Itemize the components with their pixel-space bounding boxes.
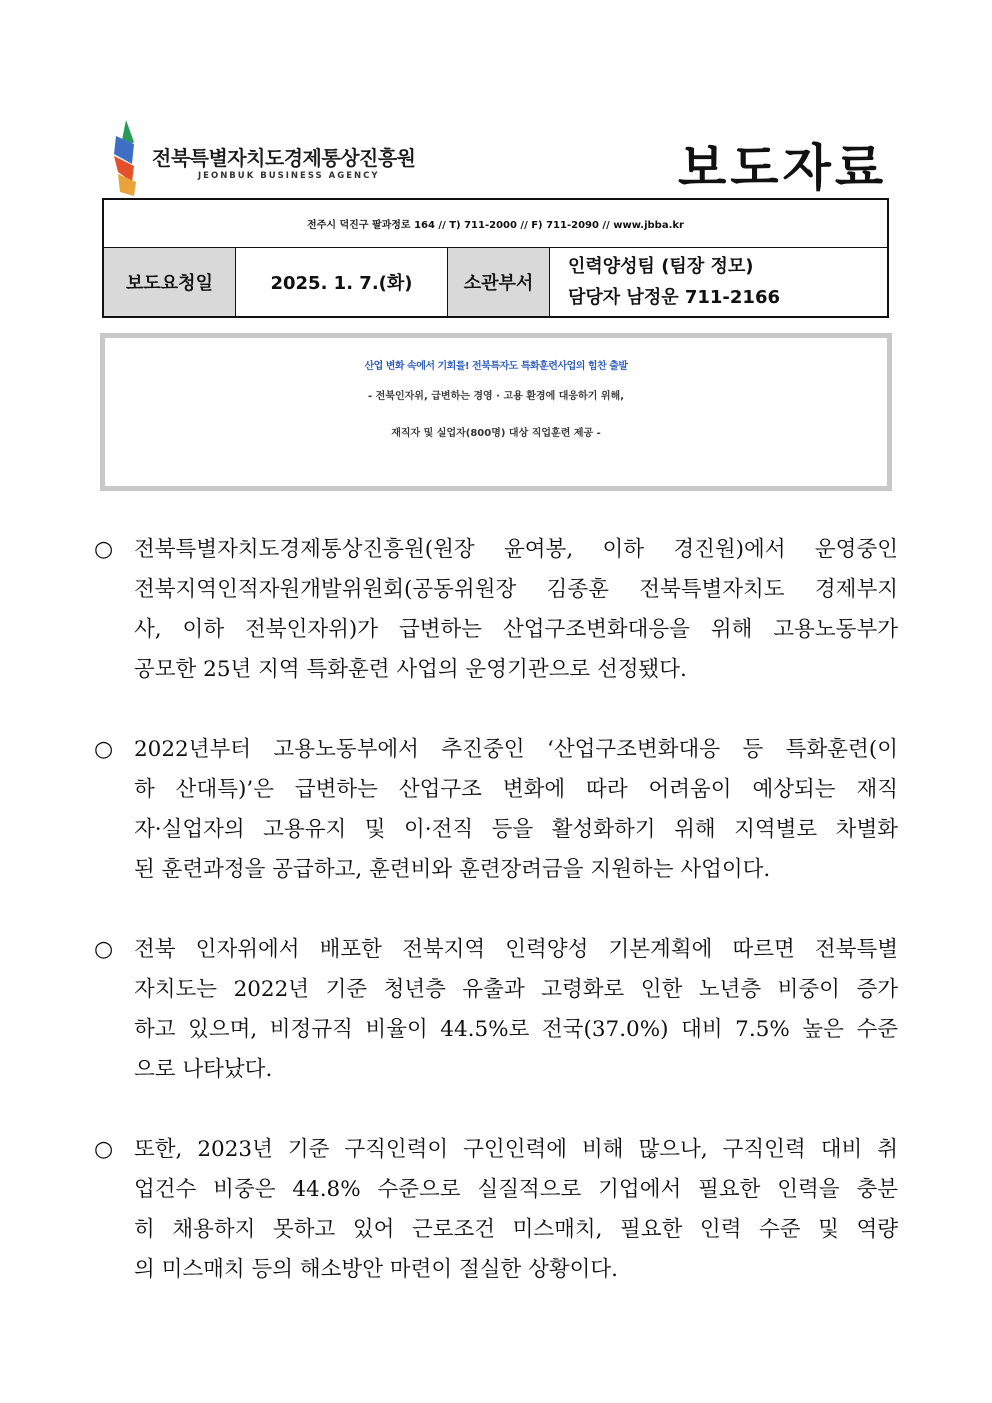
paragraph-line: 업건수 비중은 44.8% 수준으로 실질적으로 기업에서 필요한 인력을 충분 xyxy=(134,1177,898,1202)
org-logo xyxy=(112,120,416,196)
doc-type-title: 보도자료 xyxy=(678,139,888,197)
dept-info xyxy=(550,248,887,316)
paragraph-line: 또한, 2023년 기준 구직인력이 구인인력에 비해 많으나, 구직인력 대비 취 xyxy=(134,1137,898,1162)
body-paragraph xyxy=(94,530,898,690)
bullet-icon: ○ xyxy=(94,937,114,962)
headline-subtitle-2: 재직자 및 실업자(800명) 대상 직업훈련 제공 - xyxy=(391,428,601,439)
paragraph-line: 전북특별자치도경제통상진흥원(원장 윤여봉, 이하 경진원)에서 운영중인 xyxy=(134,537,898,562)
dept-team: 인력양성팀 (팀장 정모) xyxy=(568,256,754,277)
logo-mark-icon xyxy=(112,120,152,196)
body-paragraph xyxy=(94,930,898,1090)
paragraph-line: 사, 이하 전북인자위)가 급변하는 산업구조변화대응을 위해 고용노동부가 xyxy=(134,617,898,642)
headline-box xyxy=(100,333,892,491)
dept-label: 소관부서 xyxy=(448,248,550,316)
contact-line: 전주시 덕진구 팔과정로 164 // T) 711-2000 // F) 711-2090 // www.jbba.kr xyxy=(104,200,887,248)
body-paragraph xyxy=(94,730,898,890)
paragraph-line: 자·실업자의 고용유지 및 이·전직 등을 활성화하기 위해 지역별로 차별화 xyxy=(134,817,898,842)
paragraph-line: 된 훈련과정을 공급하고, 훈련비와 훈련장려금을 지원하는 사업이다. xyxy=(134,857,771,882)
bullet-icon: ○ xyxy=(94,537,114,562)
headline-subtitle-1: - 전북인자위, 급변하는 경영 · 고용 환경에 대응하기 위해, xyxy=(368,391,624,402)
paragraph-line: 하 산대특)’은 급변하는 산업구조 변화에 따라 어려움이 예상되는 재직 xyxy=(134,777,898,802)
request-date-label: 보도요청일 xyxy=(104,248,236,316)
paragraph-line: 2022년부터 고용노동부에서 추진중인 ‘산업구조변화대응 등 특화훈련(이 xyxy=(134,737,898,762)
paragraph-line: 공모한 25년 지역 특화훈련 사업의 운영기관으로 선정됐다. xyxy=(134,657,687,682)
bullet-icon: ○ xyxy=(94,1137,114,1162)
paragraph-line: 히 채용하지 못하고 있어 근로조건 미스매치, 필요한 인력 수준 및 역량 xyxy=(134,1217,898,1242)
paragraph-line: 으로 나타났다. xyxy=(134,1057,273,1082)
paragraph-line: 의 미스매치 등의 해소방안 마련이 절실한 상황이다. xyxy=(134,1257,618,1282)
bullet-icon: ○ xyxy=(94,737,114,762)
org-name: 전북특별자치도경제통상진흥원 xyxy=(152,146,416,170)
paragraph-line: 자치도는 2022년 기준 청년층 유출과 고령화로 인한 노년층 비중이 증가 xyxy=(134,977,898,1002)
paragraph-line: 하고 있으며, 비정규직 비율이 44.5%로 전국(37.0%) 대비 7.5% 높은 수준 xyxy=(134,1017,898,1042)
paragraph-line: 전북지역인적자원개발위원회(공동위원장 김종훈 전북특별자치도 경제부지 xyxy=(134,577,898,602)
headline-title: 산업 변화 속에서 기회를! 전북특자도 특화훈련사업의 힘찬 출발 xyxy=(364,361,628,372)
body-paragraph xyxy=(94,1130,898,1290)
paragraph-line: 전북 인자위에서 배포한 전북지역 인력양성 기본계획에 따르면 전북특별 xyxy=(134,937,898,962)
dept-contact: 담당자 남정운 711-2166 xyxy=(568,287,781,308)
org-name-en: JEONBUK BUSINESS AGENCY xyxy=(198,171,380,181)
request-date-value: 2025. 1. 7.(화) xyxy=(236,248,448,316)
info-table xyxy=(102,198,889,318)
